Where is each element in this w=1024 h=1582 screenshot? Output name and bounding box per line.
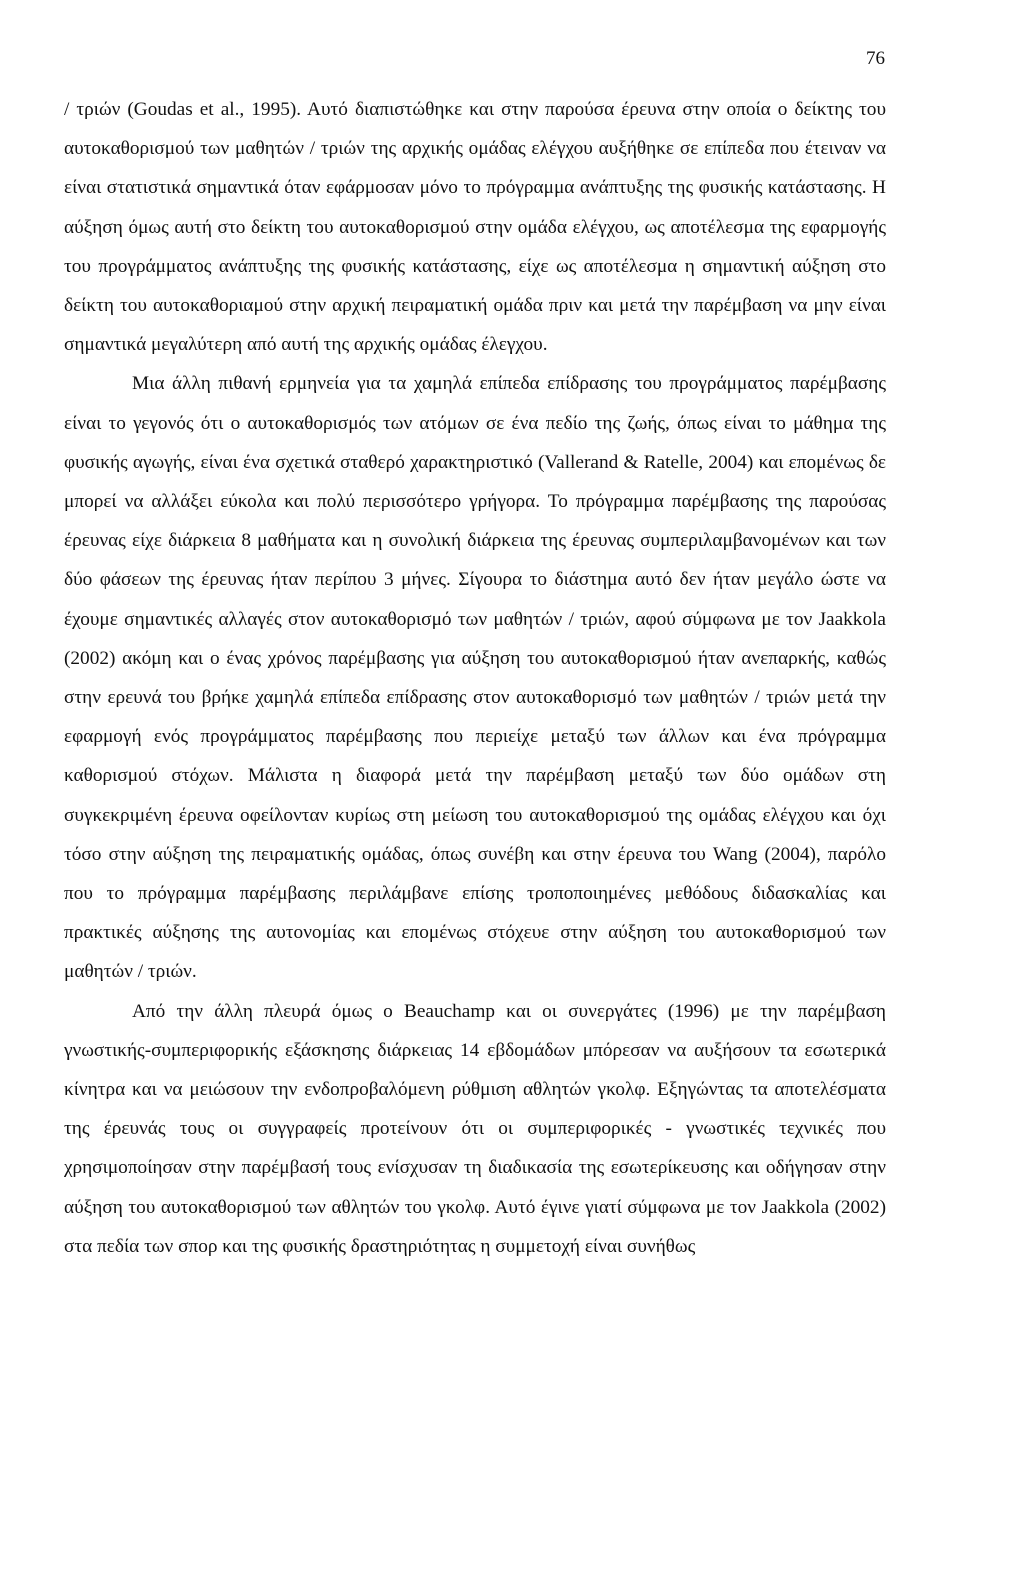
paragraph-1: / τριών (Goudas et al., 1995). Αυτό διαπιστώθηκε και στην παρούσα έρευνα στην οποία ο δείκτης του αυτοκαθορισμού των μαθητών / τριών της αρχικής ομάδας ελέγχου αυξήθηκε σε επίπεδα που έτειναν να είναι στατιστικά σημαντικά όταν εφάρμοσαν μόνο το πρόγραμμα ανάπτυξης της φυσικής κατάστασης. Η αύξηση όμως αυτή στο δείκτη του αυτοκαθορισμού στην ομάδα ελέγχου, ως αποτέλεσμα της εφαρμογής του προγράμματος ανάπτυξης της φυσικής κατάστασης, είχε ως αποτέλεσμα η σημαντική αύξηση στο δείκτη του αυτοκαθοριαμού στην αρχική πειραματική ομάδα πριν και μετά την παρέμβαση να μην είναι σημαντικά μεγαλύτερη από αυτή της αρχικής ομάδας έλεγχου. (64, 99, 886, 356)
body-text (64, 90, 886, 1266)
page-number: 76 (866, 48, 885, 69)
paragraph-3: Από την άλλη πλευρά όμως ο Beauchamp και οι συνεργάτες (1996) με την παρέμβαση γνωστικής-συμπεριφορικής εξάσκησης διάρκειας 14 εβδομάδων μπόρεσαν να αυξήσουν τα εσωτερικά κίνητρα και να μειώσουν την ενδοπροβαλόμενη ρύθμιση αθλητών γκολφ. Εξηγώντας τα αποτελέσματα της έρευνάς τους οι συγγραφείς προτείνουν ότι οι συμπεριφορικές - γνωστικές τεχνικές που χρησιμοποίησαν στην παρέμβασή τους ενίσχυσαν τη διαδικασία της εσωτερίκευσης και οδήγησαν στην αύξηση του αυτοκαθορισμού των αθλητών του γκολφ. Αυτό έγινε γιατί σύμφωνα με τον Jaakkola (2002) στα πεδία των σπορ και της φυσικής δραστηριότητας η συμμετοχή είναι συνήθως (64, 1000, 886, 1257)
paragraph-2: Μια άλλη πιθανή ερμηνεία για τα χαμηλά επίπεδα επίδρασης του προγράμματος παρέμβασης είναι το γεγονός ότι ο αυτοκαθορισμός των ατόμων σε ένα πεδίο της ζωής, όπως είναι το μάθημα της φυσικής αγωγής, είναι ένα σχετικά σταθερό χαρακτηριστικό (Vallerand & Ratelle, 2004) και επομένως δε μπορεί να αλλάξει εύκολα και πολύ περισσότερο γρήγορα. Το πρόγραμμα παρέμβασης της παρούσας έρευνας είχε διάρκεια 8 μαθήματα και η συνολική διάρκεια της έρευνας συμπεριλαμβανομένων και των δύο φάσεων της έρευνας ήταν περίπου 3 μήνες. Σίγουρα το διάστημα αυτό δεν ήταν μεγάλο ώστε να έχουμε σημαντικές αλλαγές στον αυτοκαθορισμό των μαθητών / τριών, αφού σύμφωνα με τον Jaakkola (2002) ακόμη και ο ένας χρόνος παρέμβασης για αύξηση του αυτοκαθορισμού ήταν ανεπαρκής, καθώς στην ερευνά του βρήκε χαμηλά επίπεδα επίδρασης στον αυτοκαθορισμό των μαθητών / τριών μετά την εφαρμογή ενός προγράμματος παρέμβασης που περιείχε μεταξύ των άλλων και ένα πρόγραμμα καθορισμού στόχων. Μάλιστα η διαφορά μετά την παρέμβαση μεταξύ των δύο ομάδων στη συγκεκριμένη έρευνα οφείλονταν κυρίως στη μείωση του αυτοκαθορισμού της ομάδας ελέγχου και όχι τόσο στην αύξηση της πειραματικής ομάδας, όπως συνέβη και στην έρευνα του Wang (2004), παρόλο που το πρόγραμμα παρέμβασης περιλάμβανε επίσης τροποποιημένες μεθόδους διδασκαλίας και πρακτικές αύξησης της αυτονομίας και επομένως στόχευε στην αύξηση του αυτοκαθορισμού των μαθητών / τριών. (64, 373, 886, 983)
